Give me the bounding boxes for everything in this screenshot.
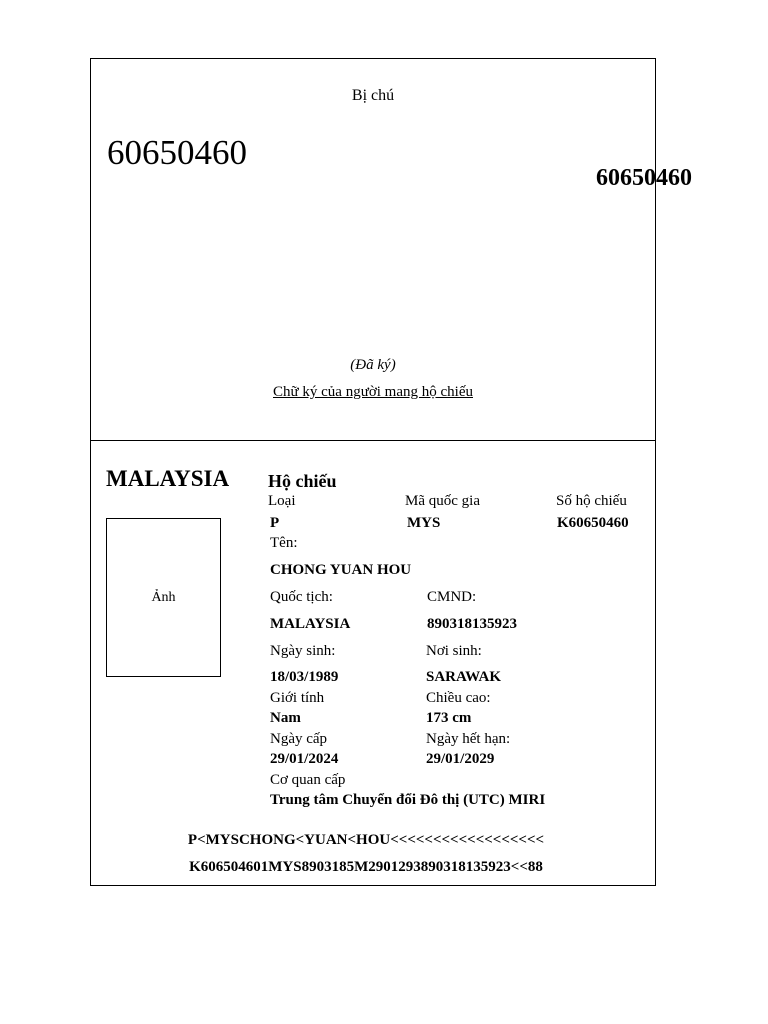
- sex-label: Giới tính: [270, 690, 325, 706]
- issue-date-label: Ngày cấp: [270, 731, 328, 747]
- signature-label: Chữ ký của người mang hộ chiếu: [273, 384, 473, 400]
- nationality-label: Quốc tịch:: [270, 589, 333, 605]
- id-label: CMND:: [427, 589, 477, 605]
- mrz-line-2: K606504601MYS8903185M2901293890318135923<<88: [189, 859, 543, 875]
- passport-no-label: Số hộ chiếu: [556, 493, 627, 509]
- photo-label: Ảnh: [151, 589, 176, 605]
- passport-no-value: K60650460: [557, 515, 629, 531]
- document-title: Hộ chiếu: [268, 471, 337, 491]
- issue-date-value: 29/01/2024: [270, 751, 339, 767]
- dob-label: Ngày sinh:: [270, 643, 336, 659]
- nationality-value: MALAYSIA: [270, 616, 351, 632]
- type-value: P: [270, 515, 280, 531]
- remarks-title: Bị chú: [351, 87, 395, 104]
- type-label: Loại: [268, 493, 296, 509]
- passport-number-large: 60650460: [107, 133, 247, 172]
- authority-value: Trung tâm Chuyển đổi Đô thị (UTC) MIRI: [270, 792, 546, 808]
- signed-note: (Đã ký): [350, 357, 396, 373]
- expiry-date-label: Ngày hết hạn:: [426, 731, 511, 747]
- height-label: Chiều cao:: [426, 690, 491, 706]
- pob-value: SARAWAK: [426, 669, 502, 685]
- photo-placeholder: [106, 518, 221, 677]
- country-code-label: Mã quốc gia: [405, 493, 480, 509]
- id-value: 890318135923: [427, 616, 517, 632]
- expiry-date-value: 29/01/2029: [426, 751, 495, 767]
- country-code-value: MYS: [407, 515, 441, 531]
- country-name: MALAYSIA: [106, 466, 230, 491]
- mrz-line-1: P<MYSCHONG<YUAN<HOU<<<<<<<<<<<<<<<<<<: [187, 832, 545, 848]
- sex-value: Nam: [270, 710, 301, 726]
- name-label: Tên:: [270, 535, 298, 551]
- page-divider: [90, 440, 656, 441]
- name-value: CHONG YUAN HOU: [270, 562, 412, 578]
- passport-number-side: 60650460: [596, 165, 692, 191]
- height-value: 173 cm: [426, 710, 472, 726]
- pob-label: Nơi sinh:: [426, 643, 482, 659]
- authority-label: Cơ quan cấp: [270, 772, 346, 788]
- dob-value: 18/03/1989: [270, 669, 339, 685]
